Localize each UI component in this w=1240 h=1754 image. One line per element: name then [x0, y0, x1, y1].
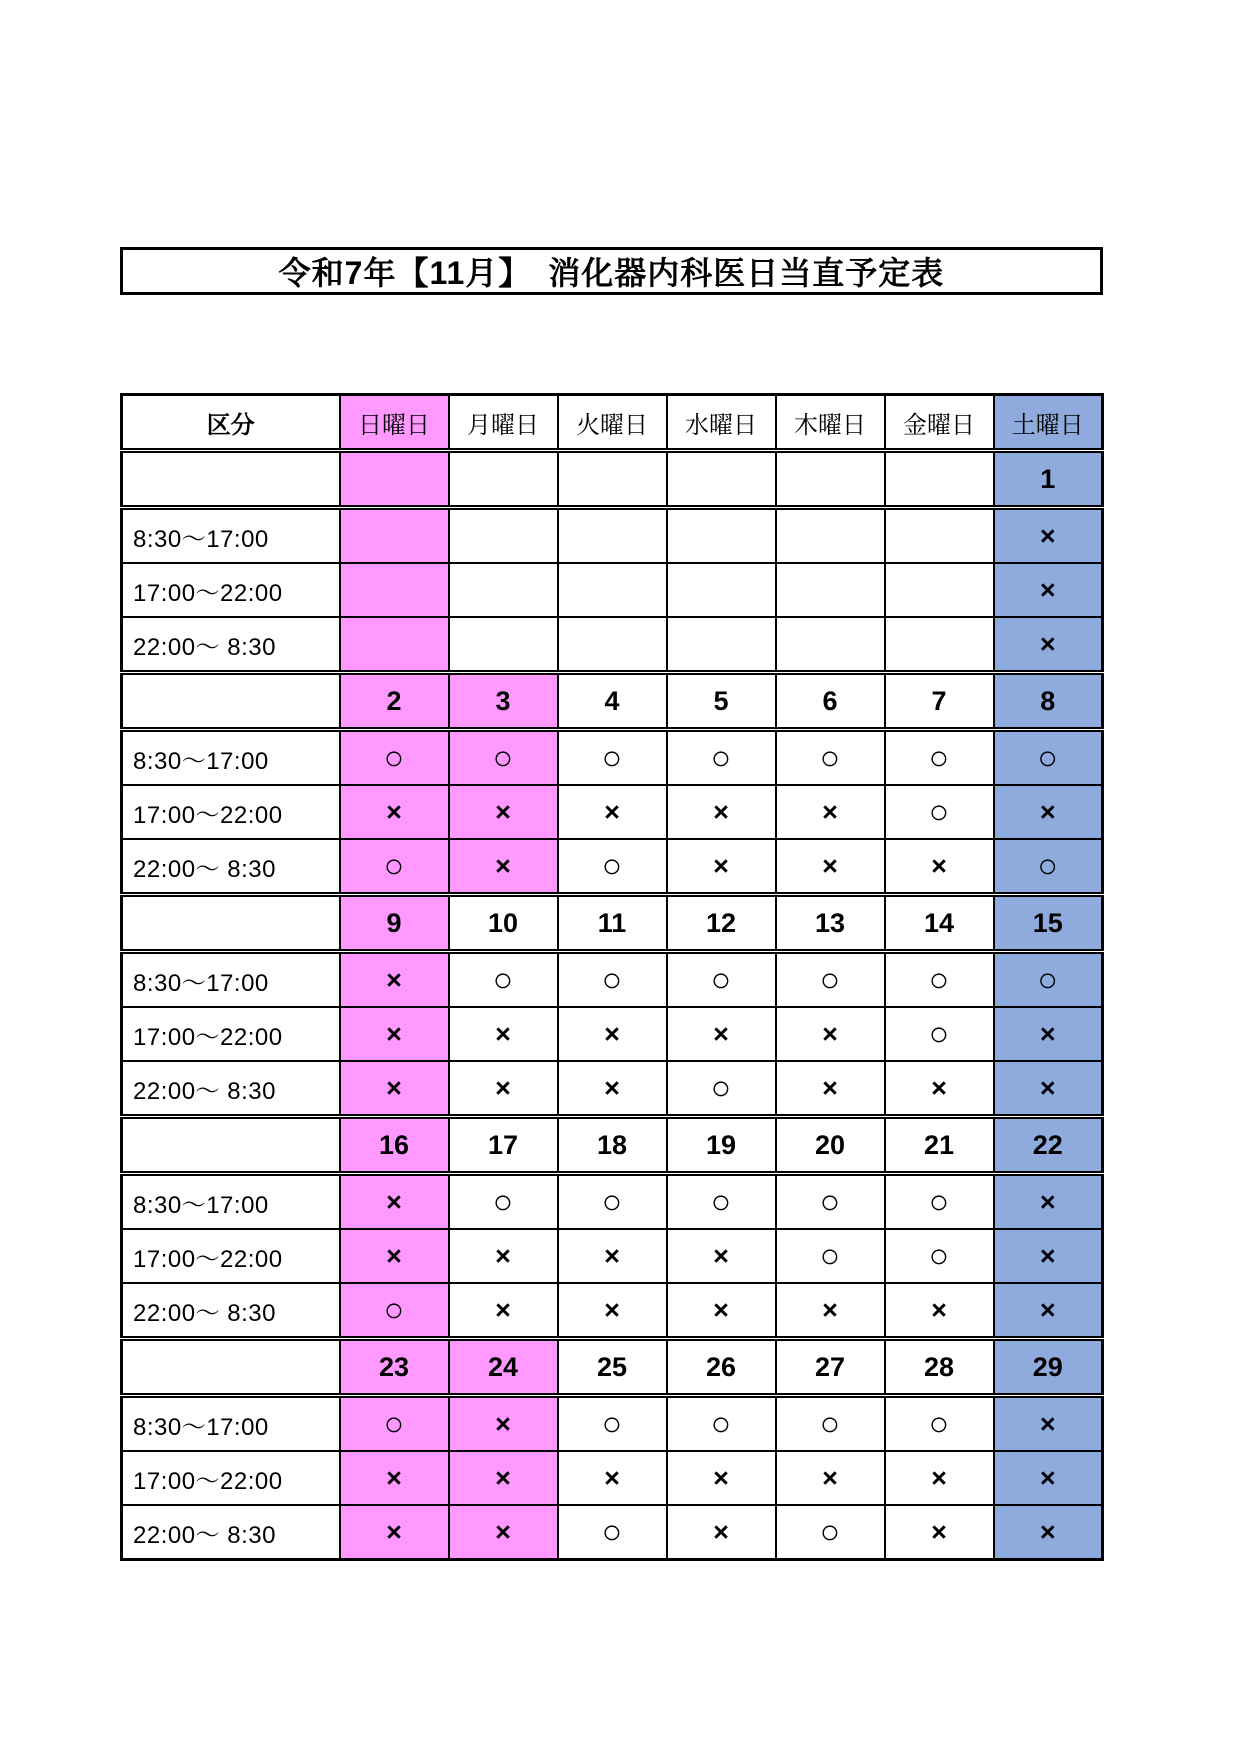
week-5-timeslot-row-2 [122, 1451, 1103, 1505]
week-4-timeslot-row-1 [122, 1174, 1103, 1230]
schedule-cell: × [340, 1007, 449, 1061]
schedule-cell [776, 563, 885, 617]
date-cell: 18 [558, 1117, 667, 1174]
schedule-cell: × [558, 1283, 667, 1339]
schedule-cell [449, 508, 558, 564]
week-4-timeslot-row-3 [122, 1283, 1103, 1339]
date-cell [558, 451, 667, 508]
date-cell: 27 [776, 1339, 885, 1396]
schedule-cell: × [776, 1007, 885, 1061]
week-2-timeslot-row-3 [122, 839, 1103, 895]
schedule-cell [558, 563, 667, 617]
date-cell: 12 [667, 895, 776, 952]
schedule-cell [667, 563, 776, 617]
schedule-cell: × [449, 1229, 558, 1283]
schedule-cell: ○ [776, 1229, 885, 1283]
schedule-cell: ○ [558, 1174, 667, 1230]
schedule-cell: ○ [340, 730, 449, 786]
schedule-cell: × [994, 1451, 1103, 1505]
schedule-cell [885, 563, 994, 617]
schedule-cell: ○ [558, 839, 667, 895]
schedule-cell [558, 617, 667, 673]
schedule-cell: × [776, 839, 885, 895]
schedule-cell: ○ [340, 1283, 449, 1339]
schedule-cell: × [667, 1451, 776, 1505]
time-slot-label: 22:00〜 8:30 [122, 617, 340, 673]
date-cell: 4 [558, 673, 667, 730]
week-4-timeslot-row-2 [122, 1229, 1103, 1283]
time-slot-label: 22:00〜 8:30 [122, 1283, 340, 1339]
schedule-cell: × [994, 1396, 1103, 1452]
schedule-cell: × [340, 1505, 449, 1560]
schedule-cell: × [885, 1451, 994, 1505]
date-cell: 24 [449, 1339, 558, 1396]
blank-label-cell [122, 1117, 340, 1174]
schedule-cell: ○ [558, 1396, 667, 1452]
schedule-cell [776, 617, 885, 673]
schedule-cell: ○ [340, 1396, 449, 1452]
day-header-monday: 月曜日 [449, 395, 558, 451]
week-1-timeslot-row-2 [122, 563, 1103, 617]
date-cell: 19 [667, 1117, 776, 1174]
time-slot-label: 17:00〜22:00 [122, 785, 340, 839]
schedule-cell: × [558, 1451, 667, 1505]
schedule-cell [449, 563, 558, 617]
schedule-cell: ○ [449, 1174, 558, 1230]
day-header-tuesday: 火曜日 [558, 395, 667, 451]
schedule-cell [885, 508, 994, 564]
date-cell [776, 451, 885, 508]
date-cell: 10 [449, 895, 558, 952]
schedule-cell: × [667, 1007, 776, 1061]
day-header-wednesday: 水曜日 [667, 395, 776, 451]
date-cell: 11 [558, 895, 667, 952]
schedule-cell: ○ [776, 1396, 885, 1452]
date-cell: 20 [776, 1117, 885, 1174]
schedule-cell: × [667, 839, 776, 895]
schedule-cell: × [558, 1061, 667, 1117]
schedule-cell: × [340, 1451, 449, 1505]
schedule-cell: × [994, 1174, 1103, 1230]
schedule-cell: × [776, 785, 885, 839]
table-header-row [122, 395, 1103, 451]
week-2-timeslot-row-2 [122, 785, 1103, 839]
time-slot-label: 8:30〜17:00 [122, 952, 340, 1008]
time-slot-label: 8:30〜17:00 [122, 1174, 340, 1230]
schedule-cell: × [449, 1451, 558, 1505]
schedule-cell: ○ [449, 952, 558, 1008]
blank-label-cell [122, 895, 340, 952]
date-cell: 3 [449, 673, 558, 730]
day-header-friday: 金曜日 [885, 395, 994, 451]
week-2-timeslot-row-1 [122, 730, 1103, 786]
schedule-cell: × [340, 1061, 449, 1117]
schedule-cell [558, 508, 667, 564]
date-cell: 13 [776, 895, 885, 952]
schedule-cell: × [449, 1283, 558, 1339]
schedule-cell: ○ [776, 952, 885, 1008]
blank-label-cell [122, 673, 340, 730]
schedule-cell [667, 508, 776, 564]
schedule-cell: ○ [340, 839, 449, 895]
schedule-cell: ○ [885, 1396, 994, 1452]
date-cell: 21 [885, 1117, 994, 1174]
schedule-cell: × [994, 617, 1103, 673]
page-title: 令和7年【11月】 消化器内科医日当直予定表 [278, 255, 945, 291]
date-cell: 15 [994, 895, 1103, 952]
schedule-cell: ○ [667, 730, 776, 786]
schedule-cell: × [449, 785, 558, 839]
week-4-date-row [122, 1117, 1103, 1174]
week-3-date-row [122, 895, 1103, 952]
date-cell: 8 [994, 673, 1103, 730]
date-cell: 1 [994, 451, 1103, 508]
date-cell: 7 [885, 673, 994, 730]
day-header-saturday: 土曜日 [994, 395, 1103, 451]
date-cell: 28 [885, 1339, 994, 1396]
week-3-timeslot-row-3 [122, 1061, 1103, 1117]
schedule-cell: ○ [558, 952, 667, 1008]
duty-schedule-table [120, 393, 1104, 1561]
time-slot-label: 17:00〜22:00 [122, 1229, 340, 1283]
schedule-cell [340, 617, 449, 673]
schedule-cell: × [667, 1283, 776, 1339]
schedule-cell: × [340, 785, 449, 839]
blank-label-cell [122, 1339, 340, 1396]
date-cell [667, 451, 776, 508]
schedule-cell: ○ [558, 1505, 667, 1560]
schedule-cell: ○ [667, 1061, 776, 1117]
schedule-cell [667, 617, 776, 673]
date-cell: 26 [667, 1339, 776, 1396]
week-5-timeslot-row-3 [122, 1505, 1103, 1560]
schedule-cell: ○ [667, 1396, 776, 1452]
schedule-cell: × [449, 839, 558, 895]
week-1-timeslot-row-3 [122, 617, 1103, 673]
week-2-date-row [122, 673, 1103, 730]
day-header-sunday: 日曜日 [340, 395, 449, 451]
schedule-cell: ○ [994, 952, 1103, 1008]
schedule-cell: × [449, 1396, 558, 1452]
week-1-date-row [122, 451, 1103, 508]
week-5-date-row [122, 1339, 1103, 1396]
time-slot-label: 17:00〜22:00 [122, 1007, 340, 1061]
schedule-cell: × [885, 839, 994, 895]
schedule-cell [885, 617, 994, 673]
schedule-cell: × [994, 1007, 1103, 1061]
schedule-cell: ○ [994, 839, 1103, 895]
date-cell: 29 [994, 1339, 1103, 1396]
schedule-cell: × [340, 952, 449, 1008]
time-slot-label: 8:30〜17:00 [122, 730, 340, 786]
title-box [120, 247, 1103, 295]
schedule-cell: × [449, 1505, 558, 1560]
date-cell: 25 [558, 1339, 667, 1396]
schedule-cell: × [776, 1283, 885, 1339]
schedule-cell: ○ [885, 730, 994, 786]
schedule-cell: × [558, 1229, 667, 1283]
date-cell: 22 [994, 1117, 1103, 1174]
schedule-cell: ○ [994, 730, 1103, 786]
time-slot-label: 22:00〜 8:30 [122, 1505, 340, 1560]
schedule-cell: × [994, 508, 1103, 564]
time-slot-label: 8:30〜17:00 [122, 508, 340, 564]
blank-label-cell [122, 451, 340, 508]
schedule-cell: × [994, 1229, 1103, 1283]
schedule-cell: ○ [885, 952, 994, 1008]
date-cell: 9 [340, 895, 449, 952]
schedule-cell [340, 508, 449, 564]
category-header: 区分 [122, 395, 340, 451]
day-header-thursday: 木曜日 [776, 395, 885, 451]
schedule-cell: × [885, 1283, 994, 1339]
date-cell: 16 [340, 1117, 449, 1174]
schedule-cell: ○ [449, 730, 558, 786]
schedule-cell: ○ [776, 730, 885, 786]
date-cell [340, 451, 449, 508]
week-3-timeslot-row-2 [122, 1007, 1103, 1061]
date-cell: 6 [776, 673, 885, 730]
time-slot-label: 22:00〜 8:30 [122, 1061, 340, 1117]
week-1-timeslot-row-1 [122, 508, 1103, 564]
schedule-cell: ○ [885, 1229, 994, 1283]
schedule-cell: × [667, 1229, 776, 1283]
schedule-cell: × [776, 1451, 885, 1505]
date-cell: 5 [667, 673, 776, 730]
schedule-cell: ○ [776, 1505, 885, 1560]
schedule-cell [340, 563, 449, 617]
schedule-cell [776, 508, 885, 564]
schedule-cell: × [449, 1061, 558, 1117]
date-cell: 23 [340, 1339, 449, 1396]
schedule-cell: × [558, 1007, 667, 1061]
schedule-cell: × [558, 785, 667, 839]
date-cell: 17 [449, 1117, 558, 1174]
time-slot-label: 17:00〜22:00 [122, 563, 340, 617]
schedule-cell: ○ [558, 730, 667, 786]
schedule-cell: × [340, 1174, 449, 1230]
schedule-cell: ○ [885, 1007, 994, 1061]
time-slot-label: 8:30〜17:00 [122, 1396, 340, 1452]
week-3-timeslot-row-1 [122, 952, 1103, 1008]
schedule-cell: × [994, 785, 1103, 839]
date-cell [449, 451, 558, 508]
schedule-cell: × [885, 1061, 994, 1117]
time-slot-label: 17:00〜22:00 [122, 1451, 340, 1505]
schedule-cell: × [994, 1061, 1103, 1117]
schedule-cell: ○ [885, 785, 994, 839]
schedule-cell: × [776, 1061, 885, 1117]
schedule-cell: × [994, 1505, 1103, 1560]
schedule-cell: × [885, 1505, 994, 1560]
schedule-cell: × [667, 785, 776, 839]
schedule-cell: ○ [667, 1174, 776, 1230]
date-cell: 14 [885, 895, 994, 952]
schedule-cell: × [340, 1229, 449, 1283]
schedule-cell: × [994, 1283, 1103, 1339]
schedule-cell: ○ [667, 952, 776, 1008]
schedule-cell: ○ [776, 1174, 885, 1230]
schedule-cell: ○ [885, 1174, 994, 1230]
date-cell [885, 451, 994, 508]
time-slot-label: 22:00〜 8:30 [122, 839, 340, 895]
week-5-timeslot-row-1 [122, 1396, 1103, 1452]
schedule-cell: × [449, 1007, 558, 1061]
date-cell: 2 [340, 673, 449, 730]
schedule-cell [449, 617, 558, 673]
schedule-cell: × [667, 1505, 776, 1560]
schedule-cell: × [994, 563, 1103, 617]
